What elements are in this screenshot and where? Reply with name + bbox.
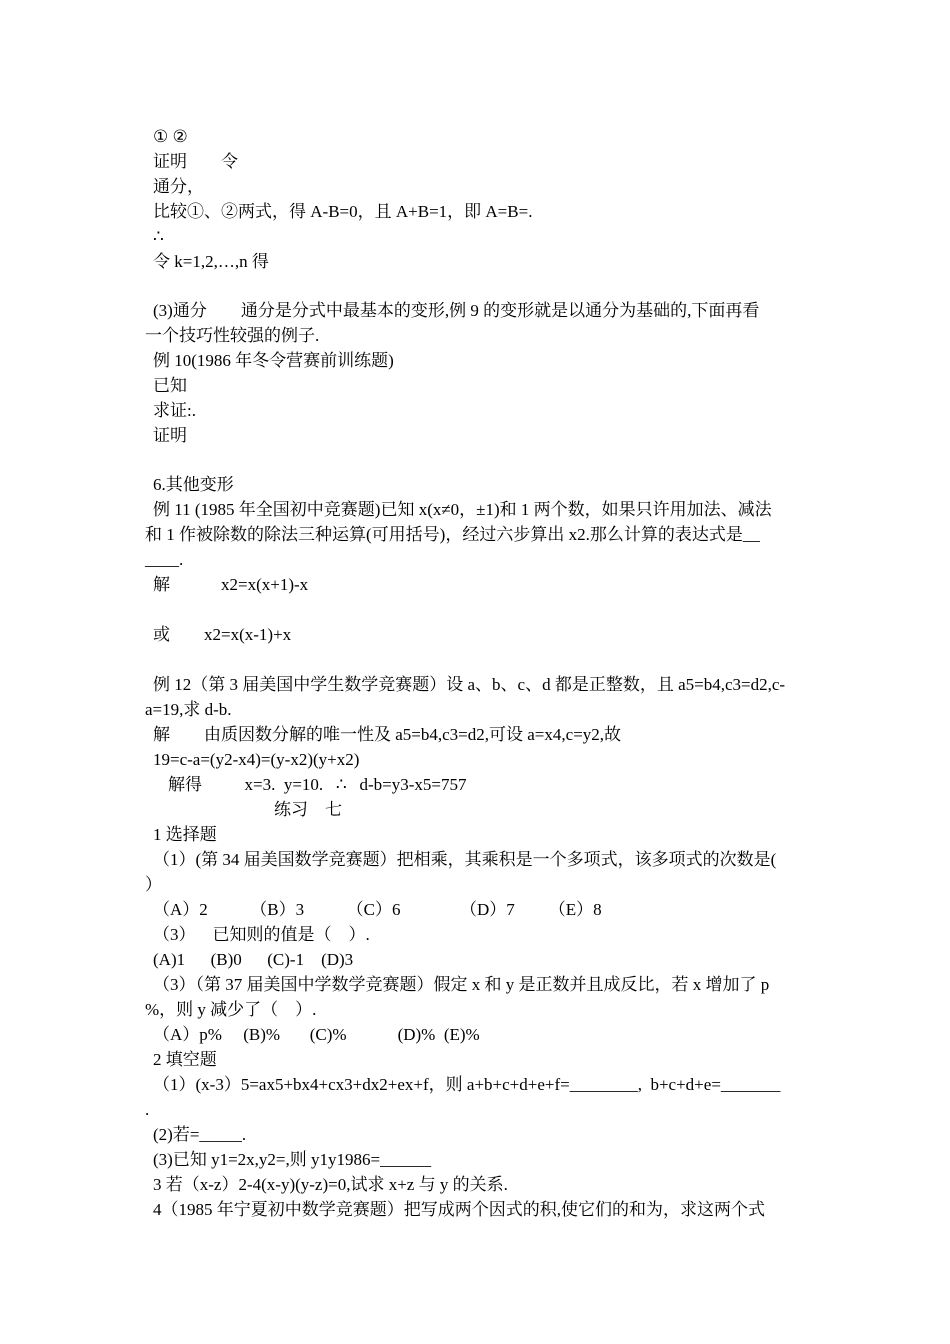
text-line: 比较①、②两式，得 A-B=0，且 A+B=1，即 A=B=.	[153, 202, 533, 221]
text-line: (3)已知 y1=2x,y2=,则 y1y1986=______	[153, 1150, 432, 1169]
text-line: 例 12（第 3 届美国中学生数学竞赛题）设 a、b、c、d 都是正整数，且 a5=b4,c3=d2,c-	[153, 675, 786, 694]
text-line: 解 由质因数分解的唯一性及 a5=b4,c3=d2,可设 a=x4,c=y2,故	[153, 725, 622, 744]
text-line: %，则 y 减少了（ ）.	[145, 1000, 317, 1019]
text-line: ① ②	[153, 127, 188, 146]
text-line: 通分，	[153, 177, 204, 196]
text-line: （3） 已知则的值是（ ）.	[153, 925, 370, 944]
text-line: 2 填空题	[153, 1050, 217, 1069]
text-line: 19=c-a=(y2-x4)=(y-x2)(y+x2)	[153, 750, 360, 769]
text-line: 和 1 作被除数的除法三种运算(可用括号)，经过六步算出 x2.那么计算的表达式是__	[145, 525, 760, 544]
text-line: ）	[145, 875, 162, 894]
text-line: 解 x2=x(x+1)-x	[153, 575, 309, 594]
text-line: 例 11 (1985 年全国初中竞赛题)已知 x(x≠0，±1)和 1 两个数，如果只许用加法、减法	[153, 500, 772, 519]
text-line: ____.	[145, 550, 184, 569]
text-line: （3）（第 37 届美国中学数学竞赛题）假定 x 和 y 是正数并且成反比，若 x 增加了 p	[153, 975, 770, 994]
text-line: 或 x2=x(x-1)+x	[153, 625, 292, 644]
text-line: （1）(第 34 届美国数学竞赛题）把相乘，其乘积是一个多项式，该多项式的次数是(	[153, 850, 777, 869]
text-line: ∴	[153, 227, 164, 246]
text-line: 已知	[153, 376, 187, 395]
text-line: (A)1 (B)0 (C)-1 (D)3	[153, 950, 354, 969]
exercise-heading: 练习 七	[274, 800, 342, 819]
text-line: 令 k=1,2,…,n 得	[153, 252, 269, 271]
text-line: 3 若（x-z）2-4(x-y)(y-z)=0,试求 x+z 与 y 的关系.	[153, 1175, 508, 1194]
text-line: (2)若=_____.	[153, 1125, 247, 1144]
text-line: 一个技巧性较强的例子.	[145, 326, 320, 345]
text-line: 证明	[153, 426, 187, 445]
text-line: a=19,求 d-b.	[145, 700, 232, 719]
text-line: （1）(x-3）5=ax5+bx4+cx3+dx2+ex+f，则 a+b+c+d+e+f=________, b+c+d+e=_______	[153, 1075, 781, 1094]
section-heading: 6.其他变形	[153, 475, 234, 494]
text-line: （A）2 （B）3 （C）6 （D）7 （E）8	[153, 900, 602, 919]
text-line: 解得 x=3. y=10. ∴ d-b=y3-x5=757	[168, 775, 467, 794]
text-line: 4（1985 年宁夏初中数学竞赛题）把写成两个因式的积,使它们的和为，求这两个式	[153, 1200, 765, 1219]
text-line: 证明 令	[153, 152, 238, 171]
text-line: 求证:.	[153, 401, 196, 420]
text-line: (3)通分 通分是分式中最基本的变形,例 9 的变形就是以通分为基础的,下面再看	[153, 301, 760, 320]
text-line: （A）p% (B)% (C)% (D)% (E)%	[153, 1025, 480, 1044]
text-line: 例 10(1986 年冬令营赛前训练题)	[153, 351, 394, 370]
text-line: .	[145, 1100, 150, 1119]
text-line: 1 选择题	[153, 825, 217, 844]
